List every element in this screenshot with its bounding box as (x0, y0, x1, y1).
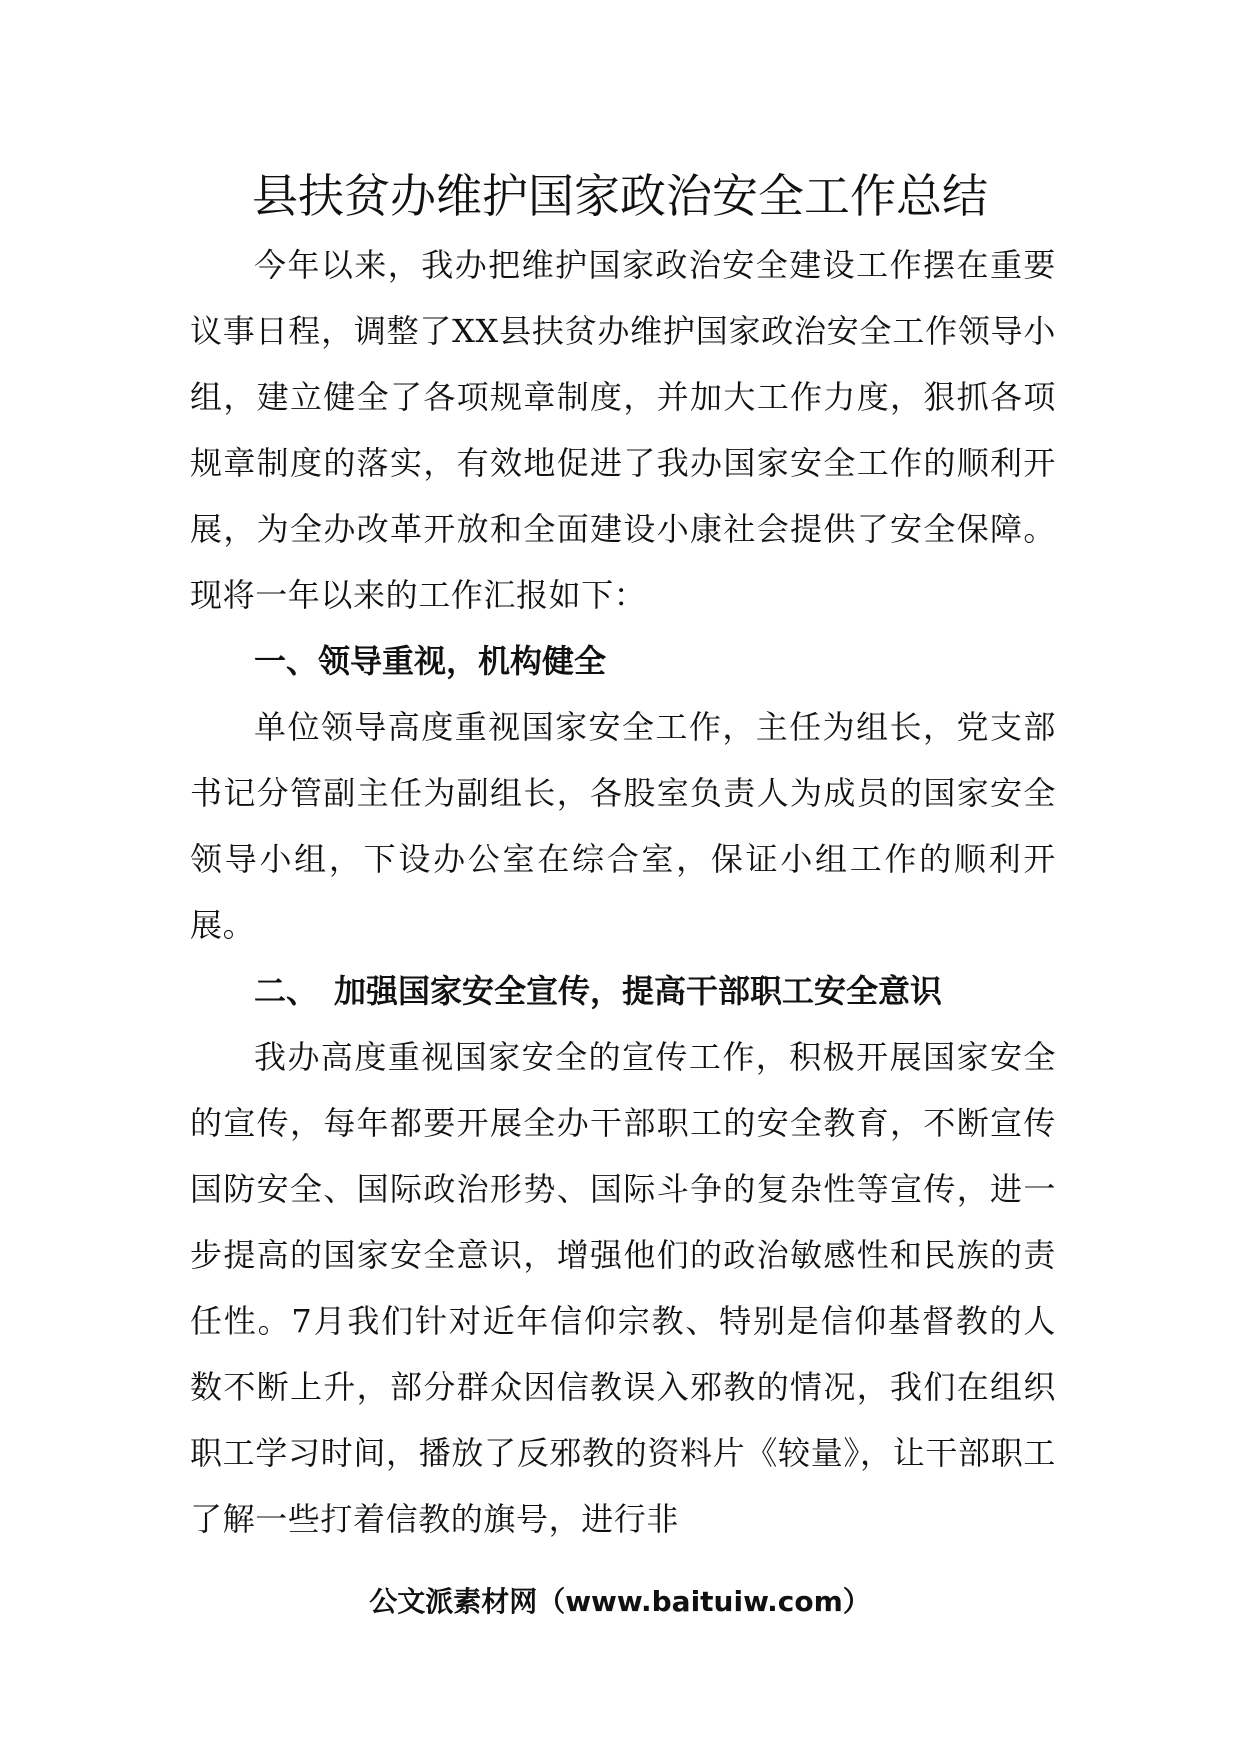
document-body (190, 232, 1056, 1552)
footer-watermark: 公文派素材网（www.baituiw.com） (369, 1585, 871, 1618)
intro-paragraph: 今年以来，我办把维护国家政治安全建设工作摆在重要议事日程，调整了XX县扶贫办维护国家政治安全工作领导小组，建立健全了各项规章制度，并加大工作力度，狠抓各项规章制度的落实，有效地促进了我办国家安全工作的顺利开展，为全办改革开放和全面建设小康社会提供了安全保障。现将一年以来的工作汇报如下： (190, 246, 1056, 614)
section-2-heading: 二、 加强国家安全宣传，提高干部职工安全意识 (254, 972, 943, 1010)
section-1-heading: 一、领导重视，机构健全 (254, 642, 607, 680)
section-1-paragraph: 单位领导高度重视国家安全工作，主任为组长，党支部书记分管副主任为副组长，各股室负责人为成员的国家安全领导小组，下设办公室在综合室，保证小组工作的顺利开展。 (190, 708, 1056, 944)
document-title: 县扶贫办维护国家政治安全工作总结 (252, 169, 988, 223)
section-2-paragraph: 我办高度重视国家安全的宣传工作，积极开展国家安全的宣传，每年都要开展全办干部职工的安全教育，不断宣传国防安全、国际政治形势、国际斗争的复杂性等宣传，进一步提高的国家安全意识，增强他们的政治敏感性和民族的责任性。7月我们针对近年信仰宗教、特别是信仰基督教的人数不断上升，部分群众因信教误入邪教的情况，我们在组织职工学习时间，播放了反邪教的资料片《较量》，让干部职工了解一些打着信教的旗号，进行非 (190, 1038, 1056, 1538)
